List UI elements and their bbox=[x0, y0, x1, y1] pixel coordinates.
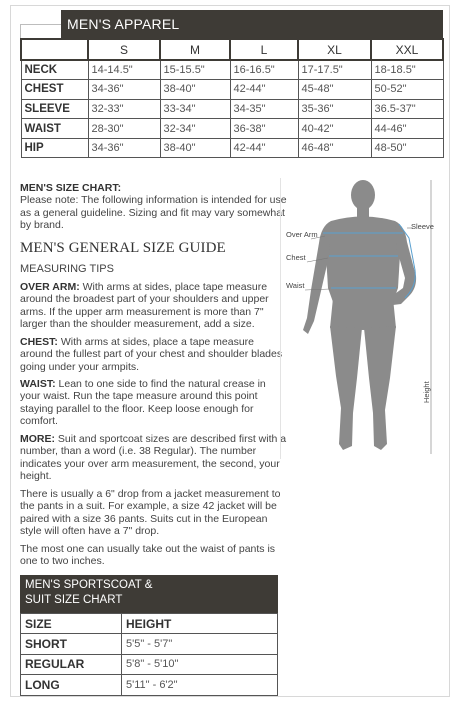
table-row bbox=[21, 675, 278, 695]
table-row bbox=[21, 60, 443, 80]
size-col-header: L bbox=[230, 39, 298, 60]
tip-text: With arms at sides, place a tape measure around the fullest part of your chest and shoulder blades going under your armpits. bbox=[20, 336, 283, 373]
table-cell: 44-46" bbox=[371, 119, 443, 139]
sportscoat-title-line1: MEN'S SPORTSCOAT & bbox=[25, 579, 153, 591]
tip-term: WAIST: bbox=[20, 378, 56, 390]
table-cell: 50-52" bbox=[371, 80, 443, 100]
table-cell: 15-15.5" bbox=[160, 60, 230, 80]
size-col-header: M bbox=[160, 39, 230, 60]
row-label: SLEEVE bbox=[21, 99, 88, 119]
table-cell: 40-42" bbox=[298, 119, 371, 139]
body-silhouette bbox=[281, 178, 442, 459]
apparel-title: MEN'S APPAREL bbox=[61, 10, 443, 38]
sportscoat-title bbox=[20, 575, 278, 613]
row-label: NECK bbox=[21, 60, 88, 80]
sportscoat-chart bbox=[20, 575, 278, 696]
table-cell: 45-48" bbox=[298, 80, 371, 100]
table-row bbox=[21, 99, 443, 119]
table-cell: 17-17.5" bbox=[298, 60, 371, 80]
waist-label: Waist bbox=[286, 281, 305, 290]
table-cell: 14-14.5" bbox=[88, 60, 160, 80]
tip-term: OVER ARM: bbox=[20, 281, 80, 293]
corner-cell bbox=[21, 39, 88, 60]
tip-waist bbox=[20, 378, 288, 428]
measuring-tips-heading: MEASURING TIPS bbox=[20, 263, 114, 275]
table-row bbox=[21, 138, 443, 158]
size-col-header: S bbox=[88, 39, 160, 60]
over-arm-label: Over Arm bbox=[286, 230, 318, 239]
size-cell: LONG bbox=[21, 675, 122, 695]
size-cell: SHORT bbox=[21, 634, 122, 654]
table-cell: 18-18.5" bbox=[371, 60, 443, 80]
table-row bbox=[21, 634, 278, 654]
header-corner-tab bbox=[20, 24, 62, 38]
table-cell: 42-44" bbox=[230, 80, 298, 100]
row-label: HIP bbox=[21, 138, 88, 158]
tip-text: Suit and sportcoat sizes are described first with a number, than a word (i.e. 38 Regular). The number indicates your over arm measurement, the second, your height. bbox=[20, 433, 287, 483]
size-chart-disclaimer: Please note: The following information is intended for use as a general guideline. Sizing and fit may vary somewhat by brand. bbox=[20, 194, 287, 232]
height-cell: 5'11" - 6'2" bbox=[122, 675, 278, 695]
tip-chest bbox=[20, 336, 288, 373]
tip-over-arm bbox=[20, 281, 288, 331]
size-col-header: XXL bbox=[371, 39, 443, 60]
tip-text: Lean to one side to find the natural crease in your waist. Run the tape measure around this point staying parallel to the floor. Keep loose enough for comfort. bbox=[20, 378, 266, 428]
table-cell: 16-16.5" bbox=[230, 60, 298, 80]
row-label: CHEST bbox=[21, 80, 88, 100]
table-cell: 38-40" bbox=[160, 80, 230, 100]
table-cell: 46-48" bbox=[298, 138, 371, 158]
sleeve-label: Sleeve bbox=[411, 222, 434, 231]
size-chart-note bbox=[20, 182, 288, 232]
size-chart-heading: MEN'S SIZE CHART: bbox=[20, 182, 122, 194]
body-measurement-figure bbox=[280, 178, 442, 459]
table-cell: 28-30" bbox=[88, 119, 160, 139]
table-cell: 36-38" bbox=[230, 119, 298, 139]
table-cell: 32-34" bbox=[160, 119, 230, 139]
tip-more bbox=[20, 433, 288, 483]
table-cell: 35-36" bbox=[298, 99, 371, 119]
waist-paragraph: The most one can usually take out the waist of pants is one to two inches. bbox=[20, 543, 276, 568]
size-cell: REGULAR bbox=[21, 654, 122, 674]
height-col-header: HEIGHT bbox=[122, 614, 278, 634]
height-label: Height bbox=[422, 381, 431, 403]
chest-label: Chest bbox=[286, 253, 306, 262]
table-cell: 33-34" bbox=[160, 99, 230, 119]
table-cell: 32-33" bbox=[88, 99, 160, 119]
size-col-header: XL bbox=[298, 39, 371, 60]
table-cell: 36.5-37" bbox=[371, 99, 443, 119]
sportscoat-table bbox=[20, 613, 278, 696]
guide-title: MEN'S GENERAL SIZE GUIDE bbox=[20, 240, 226, 256]
height-cell: 5'8" - 5'10" bbox=[122, 654, 278, 674]
height-cell: 5'5" - 5'7" bbox=[122, 634, 278, 654]
table-cell: 42-44" bbox=[230, 138, 298, 158]
size-col-header: SIZE bbox=[21, 614, 122, 634]
tip-text: With arms at sides, place tape measure around the broadest part of your shoulders and upper arms. If the upper arm measurement is more than 7" larger than the shoulder measurement, add a size. bbox=[20, 281, 269, 331]
table-cell: 34-36" bbox=[88, 138, 160, 158]
table-row bbox=[21, 119, 443, 139]
tip-term: MORE: bbox=[20, 433, 55, 445]
apparel-size-table bbox=[20, 38, 444, 158]
table-cell: 34-36" bbox=[88, 80, 160, 100]
table-header-row bbox=[21, 614, 278, 634]
apparel-header bbox=[20, 10, 443, 38]
drop-paragraph: There is usually a 6" drop from a jacket measurement to the pants in a suit. For example, a size 42 jacket will be paired with a size 36 pants. Suits cut in the European style will often have a 7" drop. bbox=[20, 488, 281, 538]
table-cell: 34-35" bbox=[230, 99, 298, 119]
table-cell: 38-40" bbox=[160, 138, 230, 158]
sportscoat-title-line2: SUIT SIZE CHART bbox=[25, 594, 123, 606]
table-row bbox=[21, 654, 278, 674]
tip-term: CHEST: bbox=[20, 336, 58, 348]
table-cell: 48-50" bbox=[371, 138, 443, 158]
row-label: WAIST bbox=[21, 119, 88, 139]
table-row bbox=[21, 80, 443, 100]
